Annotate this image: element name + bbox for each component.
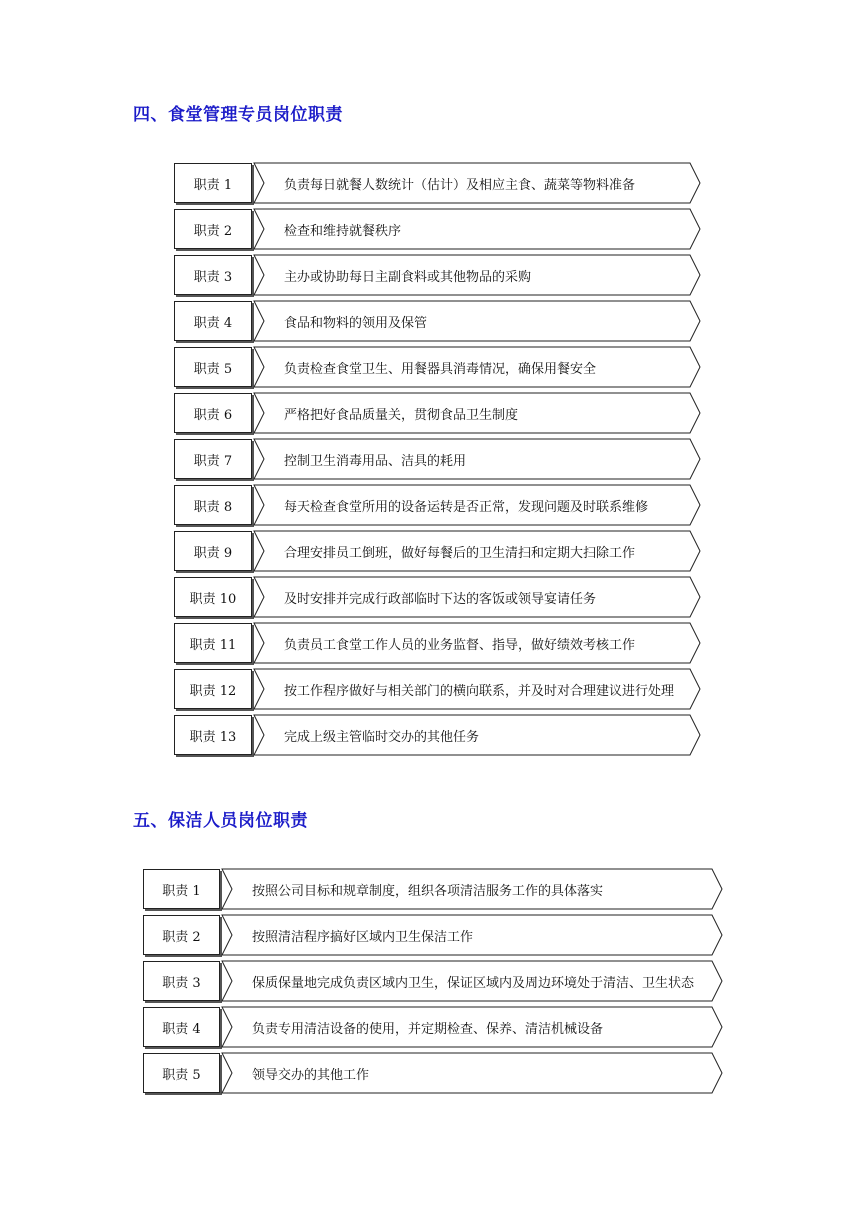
- duty-label: 职责 12: [174, 669, 252, 709]
- duty-label: 职责 4: [174, 301, 252, 341]
- duty-label: 职责 13: [174, 715, 252, 755]
- duty-label: 职责 7: [174, 439, 252, 479]
- duty-text: 主办或协助每日主副食料或其他物品的采购: [284, 269, 532, 285]
- duty-text: 负责每日就餐人数统计（估计）及相应主食、蔬菜等物料准备: [284, 177, 636, 193]
- duty-text: 控制卫生消毒用品、洁具的耗用: [284, 453, 467, 469]
- duty-label: 职责 3: [143, 961, 220, 1001]
- duty-label: 职责 1: [143, 869, 220, 909]
- duty-text: 每天检查食堂所用的设备运转是否正常，发现问题及时联系维修: [284, 499, 649, 515]
- duty-label: 职责 3: [174, 255, 252, 295]
- duty-label: 职责 5: [174, 347, 252, 387]
- duty-text: 按工作程序做好与相关部门的横向联系，并及时对合理建议进行处理: [284, 683, 675, 699]
- duty-text: 负责专用清洁设备的使用，并定期检查、保养、清洁机械设备: [252, 1021, 604, 1037]
- duty-label: 职责 1: [174, 163, 252, 203]
- duty-text: 保质保量地完成负责区域内卫生，保证区域内及周边环境处于清洁、卫生状态: [252, 975, 695, 991]
- duty-text: 按照公司目标和规章制度，组织各项清洁服务工作的具体落实: [252, 883, 604, 899]
- duty-text: 负责检查食堂卫生、用餐器具消毒情况，确保用餐安全: [284, 361, 597, 377]
- duty-label: 职责 9: [174, 531, 252, 571]
- duty-label: 职责 6: [174, 393, 252, 433]
- section4-title: 四、食堂管理专员岗位职责: [133, 105, 343, 125]
- duty-text: 完成上级主管临时交办的其他任务: [284, 729, 480, 745]
- duty-text: 负责员工食堂工作人员的业务监督、指导，做好绩效考核工作: [284, 637, 636, 653]
- duty-text: 及时安排并完成行政部临时下达的客饭或领导宴请任务: [284, 591, 597, 607]
- duty-text: 按照清洁程序搞好区域内卫生保洁工作: [252, 929, 474, 945]
- duty-text: 合理安排员工倒班，做好每餐后的卫生清扫和定期大扫除工作: [284, 545, 636, 561]
- duty-label: 职责 2: [143, 915, 220, 955]
- duty-label: 职责 5: [143, 1053, 220, 1093]
- duty-label: 职责 11: [174, 623, 252, 663]
- duty-label: 职责 2: [174, 209, 252, 249]
- duty-label: 职责 4: [143, 1007, 220, 1047]
- duty-label: 职责 8: [174, 485, 252, 525]
- duty-text: 领导交办的其他工作: [252, 1067, 370, 1083]
- duty-text: 严格把好食品质量关，贯彻食品卫生制度: [284, 407, 519, 423]
- section5-title: 五、保洁人员岗位职责: [133, 811, 308, 831]
- duty-text: 检查和维持就餐秩序: [284, 223, 402, 239]
- duty-text: 食品和物料的领用及保管: [284, 315, 428, 331]
- duty-label: 职责 10: [174, 577, 252, 617]
